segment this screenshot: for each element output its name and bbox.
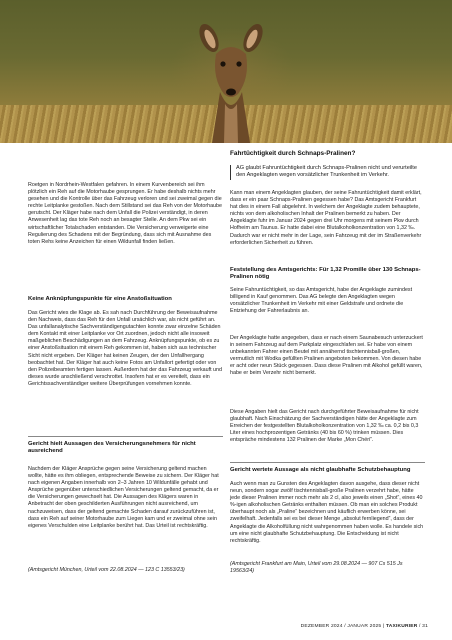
- sidebar-paragraph-3: Der Angeklagte hatte angegeben, dass er nach einem Saunabesuch unterzuckert in seinem Fahrzeug auf dem Parkplatz eingeschlafen sei. Er habe von einem unbekannten Fahrer einen Beutel mit annähernd tischtennisball-großen, vermutlich mit Wodka gefüllten Pralinen angeboten bekommen. Von diesen habe er acht oder neun Stück gegessen. Dass diese Pralinen mit Alkohol gefüllt waren, habe er beim Verzehr nicht bemerkt.: [230, 335, 423, 377]
- sidebar-paragraph-1: Kann man einem Angeklagten glauben, der seine Fahruntüchtigkeit damit erklärt, dass er ein paar Schnaps-Pralinen gegessen habe? Das Amtsgericht Frankfurt hat dies in einem Fall abgelehnt. In welchem der Angeklagte zudem behauptete, nichts von dem alkoholischen Inhalt der Pralinen bemerkt zu haben. Der Angeklagte fuhr im Januar 2024 gegen drei Uhr morgens mit seinem Pkw durch Hofheim am Taunus. Er hatte dabei eine Blutalkoholkonzentration von 1,32 ‰. Dadurch war er nicht mehr in der Lage, sein Fahrzeug mit der im Straßenverkehr erforderlichen Sicherheit zu führen.: [230, 190, 422, 246]
- divider: [230, 462, 425, 463]
- sidebar-heading-2: Gericht wertete Aussage als nicht glaubhafte Schutzbehauptung: [230, 467, 411, 473]
- sidebar-headline: Fahrtüchtigkeit durch Schnaps-Pralinen?: [230, 150, 356, 157]
- sidebar-citation: (Amtsgericht Frankfurt am Main, Urteil vom 29.08.2024 — 907 Cs 515 Js 19563/24): [230, 561, 403, 575]
- sidebar-paragraph-2: Seine Fahruntüchtigkeit, so das Amtsgericht, habe der Angeklagte zumindest billigend in Kauf genommen. Das AG belegte den Angeklagten wegen vorsätzlicher Trunkenheit im Verkehr mit einer Geldstrafe und ordnete die Entziehung der Fahrerlaubnis an.: [230, 287, 413, 315]
- deer-icon: [196, 18, 266, 143]
- footer-brand: TAXIKURIER: [385, 624, 418, 629]
- footer-issue: DEZEMBER 2024 / JANUAR 2025 |: [300, 624, 385, 629]
- sidebar-quote: AG glaubt Fahruntüchtigkeit durch Schnaps-Pralinen nicht und verurteilte den Angeklagten wegen vorsätzlicher Trunkenheit im Verkehr.: [230, 165, 426, 180]
- sidebar-paragraph-4: Diese Angaben hielt das Gericht nach durchgeführter Beweisaufnahme für nicht glaubhaft. Nach Einschätzung der Sachverständigen hätte der Angeklagte zum Erreichen der festgestellten Blutalkoholkonzentration von 1,32 ‰ ca. 0,2 bis 0,3 Liter eines hochprozentigen Getränks (40 bis 60 %) trinken müssen. Dies entspräche mindestens 132 Pralinen der Marke „Mon Chéri“.: [230, 409, 419, 444]
- divider: [28, 436, 223, 437]
- main-article-paragraph-2: Das Gericht wies die Klage ab. Es sah nach Durchführung der Beweisaufnahme den Nachweis, dass das Reh für den Unfall ursächlich war, als nicht geführt an. Das unfallanalytische Sachverständigengutachten konnte zwar einzelne Schäden dem Kontakt mit einer Leitplanke vor Ort zuordnen, jedoch nicht alle insoweit maßgeblichen Beschädigungen an dem Fahrzeug. Anknüpfungspunkte, ob es zu einer Anstoßsituation mit einem Reh gekommen ist, haben sich aus technischer Sicht nicht ergeben. Der Kläger hat keinen Zeugen, der den Unfallhergang beobachtet hat. Der Kläger hat auch keine Fotos am Unfallort gefertigt oder von den Polizeibeamten fertigen lassen. Außerdem hat der das Fahrzeug verkauft und dieses wurde anschließend verschrottet. Insofern hat er es vereitelt, dass ein Gerichtssachverständiger weitere Überprüfungen vornehmen konnte.: [28, 310, 222, 387]
- sidebar-heading-1: Feststellung des Amtsgerichts: Für 1,32 Promille über 130 Schnaps-Pralinen nötig: [230, 267, 421, 281]
- main-article-paragraph-3: Nachdem der Kläger Ansprüche gegen seine Versicherung geltend machen wollte, hätte es ihm obliegen, entsprechende Beweise zu sichern. Der Kläger hat nach eigenen Angaben innerhalb von 2–3 Jahren 10 Wildunfälle gehabt und Ansprüche gegenüber unterschiedlichen Versicherungen geltend gemacht, da er die Versicherungen gewechselt hat. Die Aussagen des Klägers waren in Anbetracht der oben geschilderten Ausführungen nicht ausreichend, um nachzuweisen, dass der geltend gemachte Schaden darauf zurückzuführen ist, dass ein Reh auf seiner Motorhaube zum Liegen kam und er zweimal ohne sein eigenes Verschulden eine Leitplanke berührt hat. Das Urteil ist rechtskräftig.: [28, 466, 219, 529]
- page-footer: [300, 624, 428, 629]
- main-article-intro: Roetgen in Nordrhein-Westfalen gefahren. In einem Kurvenbereich sei ihm plötzlich ein Reh auf die Motorhaube gesprungen. Er habe deshalb nichts mehr gesehen und die Kontrolle über das Fahrzeug verloren und sei zweimal gegen die rechte Leitplanke gestoßen. Nach dem Stillstand sei das Reh von der Motorhaube gerutscht. Der Kläger habe nach dem Unfall die Polizei verständigt, in deren Anwesenheit lag das tote Reh noch an besagter Stelle. An dem Pkw sei ein wirtschaftlicher Totalschaden entstanden. Die Versicherung verweigerte eine Regulierung des Schadens mit der Begründung, dass sich mit Ausnahme des toten Rehs keine Anzeichen für einen Wildunfall finden ließen.: [28, 182, 222, 245]
- footer-page-number: / 31: [419, 624, 428, 629]
- sidebar-paragraph-5: Auch wenn man zu Gunsten des Angeklagten davon ausgehe, dass dieser nicht neun, sondern sogar zwölf tischtennisball-große Pralinen verzehrt habe, hätte jede dieser Pralinen immer noch mehr als 2 cl, also jeweils einen „Shot“, eines 40 %-igen alkoholischen Getränks enthalten müssen. Ob man ein solches Produkt überhaupt noch als „Praline“ bezeichnen und käuflich erwerben könne, sei zweifelhaft. Jedenfalls sei es bei dieser Menge „absolut fernliegend“, dass der Angeklagte die Alkoholfüllung nicht wahrgenommen haben wolle. Es handele sich um eine nicht glaubhafte Schutzbehauptung. Die Entscheidung ist nicht rechtskräftig.: [230, 481, 424, 544]
- deer-photo: [0, 0, 452, 143]
- main-article-heading-1: Keine Anknüpfungspunkte für eine Anstoßsituation: [28, 296, 172, 302]
- main-article-heading-2: Gericht hielt Aussagen des Versicherungsnehmers für nicht ausreichend: [28, 441, 196, 455]
- main-article-citation: (Amtsgericht München, Urteil vom 22.08.2024 — 123 C 13553/23): [28, 567, 185, 573]
